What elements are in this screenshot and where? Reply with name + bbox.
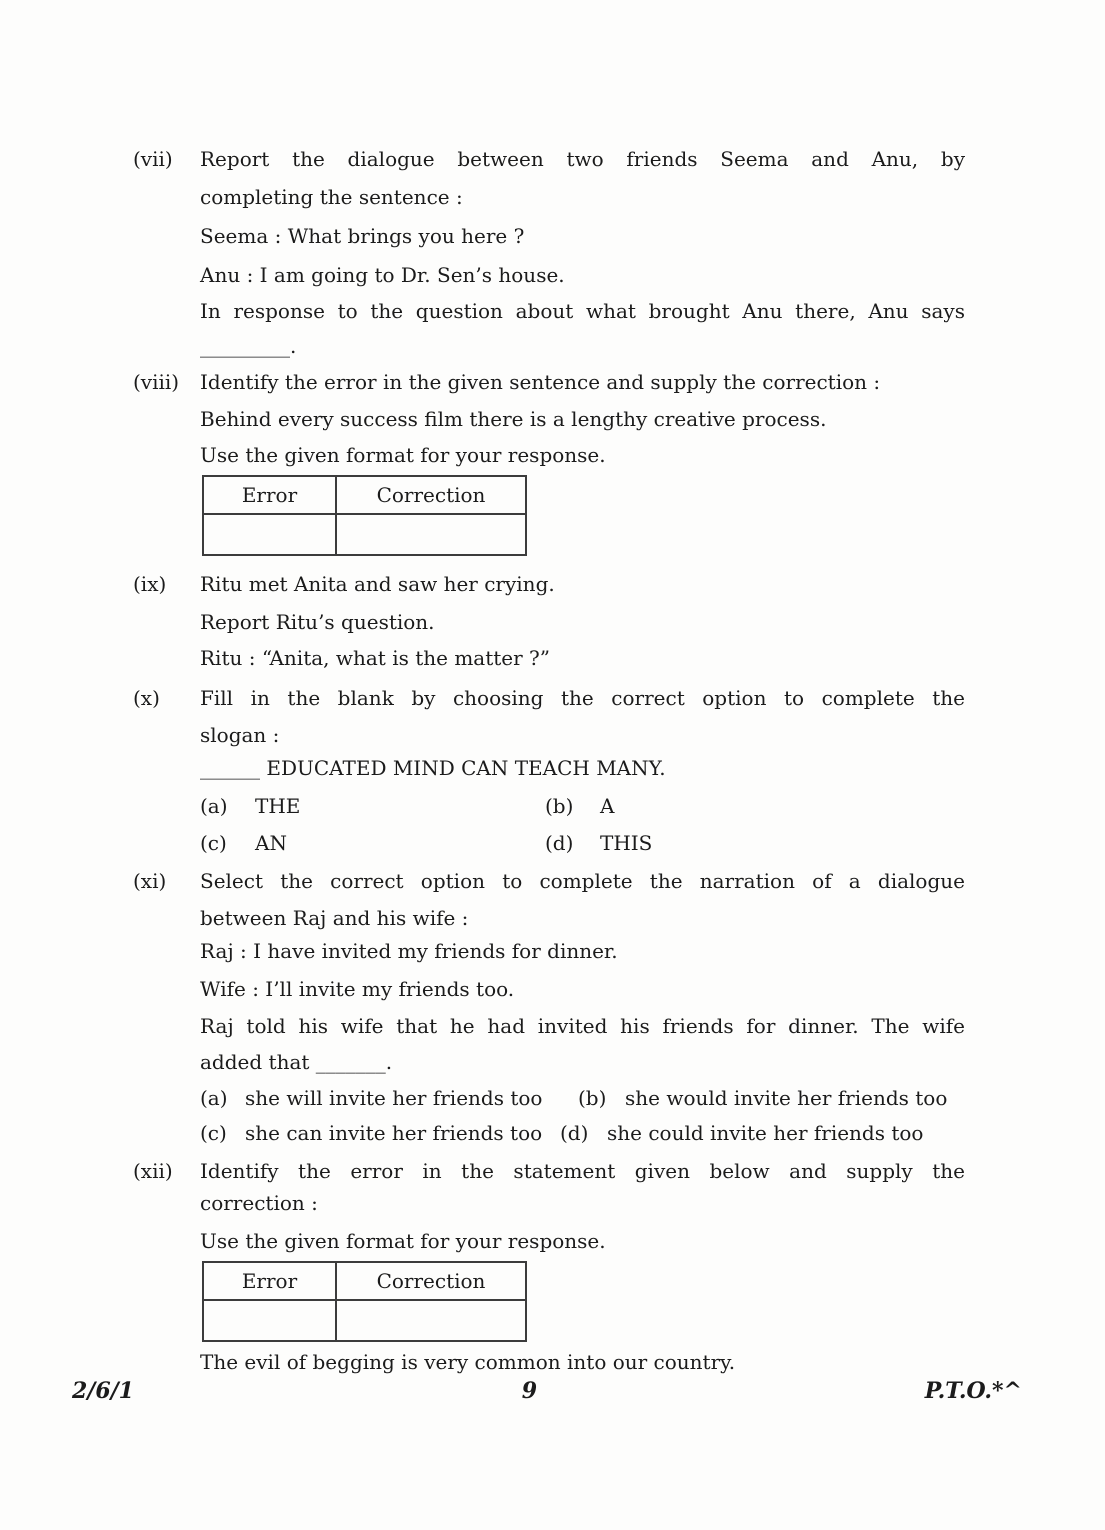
correction-column-header: Correction <box>336 476 526 514</box>
answer-blank: _________. <box>200 334 297 358</box>
error-answer-cell <box>203 514 336 555</box>
option-text: she will invite her friends too <box>245 1086 543 1110</box>
paper-code: 2/6/1 <box>72 1378 134 1404</box>
option-key: (b) <box>545 794 574 818</box>
question-text-line: correction : <box>200 1191 318 1215</box>
dialogue-line: Anu : I am going to Dr. Sen’s house. <box>200 263 565 287</box>
question-x <box>133 684 965 867</box>
options-row <box>200 829 965 857</box>
option-text: THIS <box>600 831 653 855</box>
question-text-line: Raj told his wife that he had invited his friends for dinner. The wife <box>200 1014 965 1038</box>
page-footer <box>72 1378 1022 1404</box>
question-ix <box>133 570 965 684</box>
question-viii <box>133 368 965 570</box>
slogan-line: ______ EDUCATED MIND CAN TEACH MANY. <box>200 756 666 780</box>
option-text: AN <box>255 831 287 855</box>
question-text-line: Identify the error in the given sentence and supply the correction : <box>200 370 881 394</box>
dialogue-line: Ritu : “Anita, what is the matter ?” <box>200 646 550 670</box>
question-number: (xi) <box>133 869 167 893</box>
sentence-with-error: Behind every success film there is a lengthy creative process. <box>200 407 827 431</box>
question-text-line: completing the sentence : <box>200 185 463 209</box>
question-number: (x) <box>133 686 160 710</box>
format-instruction: Use the given format for your response. <box>200 443 606 467</box>
option-key: (c) <box>200 1121 227 1145</box>
error-column-header: Error <box>203 1262 336 1300</box>
error-answer-cell <box>203 1300 336 1341</box>
correction-answer-cell <box>336 1300 526 1341</box>
question-text-line: Identify the error in the statement given below and supply the <box>200 1159 965 1183</box>
page-content <box>133 145 965 1376</box>
page-number: 9 <box>521 1378 538 1404</box>
question-text-line: added that _______. <box>200 1050 393 1074</box>
question-number: (xii) <box>133 1159 173 1183</box>
question-text-line: Report Ritu’s question. <box>200 610 435 634</box>
dialogue-line: Seema : What brings you here ? <box>200 224 525 248</box>
option-key: (a) <box>200 1086 228 1110</box>
question-number: (ix) <box>133 572 167 596</box>
question-text-line: slogan : <box>200 723 280 747</box>
question-text-line: Select the correct option to complete the narration of a dialogue <box>200 869 965 893</box>
option-key: (c) <box>200 831 227 855</box>
option-key: (b) <box>578 1086 607 1110</box>
dialogue-line: Wife : I’ll invite my friends too. <box>200 977 515 1001</box>
sentence-with-error: The evil of begging is very common into our country. <box>200 1350 736 1374</box>
correction-answer-cell <box>336 514 526 555</box>
option-text: she can invite her friends too <box>245 1121 543 1145</box>
option-key: (d) <box>560 1121 589 1145</box>
options-row <box>200 1084 965 1112</box>
option-key: (d) <box>545 831 574 855</box>
correction-column-header: Correction <box>336 1262 526 1300</box>
option-text: A <box>600 794 615 818</box>
options-row <box>200 792 965 820</box>
question-vii <box>133 145 965 368</box>
question-text-line: Report the dialogue between two friends Seema and Anu, by <box>200 147 965 171</box>
option-text: she could invite her friends too <box>607 1121 924 1145</box>
pto-marker: P.T.O.*^ <box>924 1378 1022 1404</box>
question-text-line: Ritu met Anita and saw her crying. <box>200 572 555 596</box>
error-column-header: Error <box>203 476 336 514</box>
options-row <box>200 1119 965 1147</box>
option-text: THE <box>255 794 301 818</box>
question-text-line: In response to the question about what brought Anu there, Anu says <box>200 299 965 323</box>
question-text-line: Fill in the blank by choosing the correct option to complete the <box>200 686 965 710</box>
question-number: (vii) <box>133 147 173 171</box>
option-text: she would invite her friends too <box>625 1086 948 1110</box>
question-text-line: between Raj and his wife : <box>200 906 469 930</box>
question-xii <box>133 1157 965 1376</box>
option-key: (a) <box>200 794 228 818</box>
question-xi <box>133 867 965 1157</box>
question-number: (viii) <box>133 370 180 394</box>
format-instruction: Use the given format for your response. <box>200 1229 606 1253</box>
error-correction-table <box>202 475 527 556</box>
error-correction-table <box>202 1261 527 1342</box>
dialogue-line: Raj : I have invited my friends for dinner. <box>200 939 618 963</box>
